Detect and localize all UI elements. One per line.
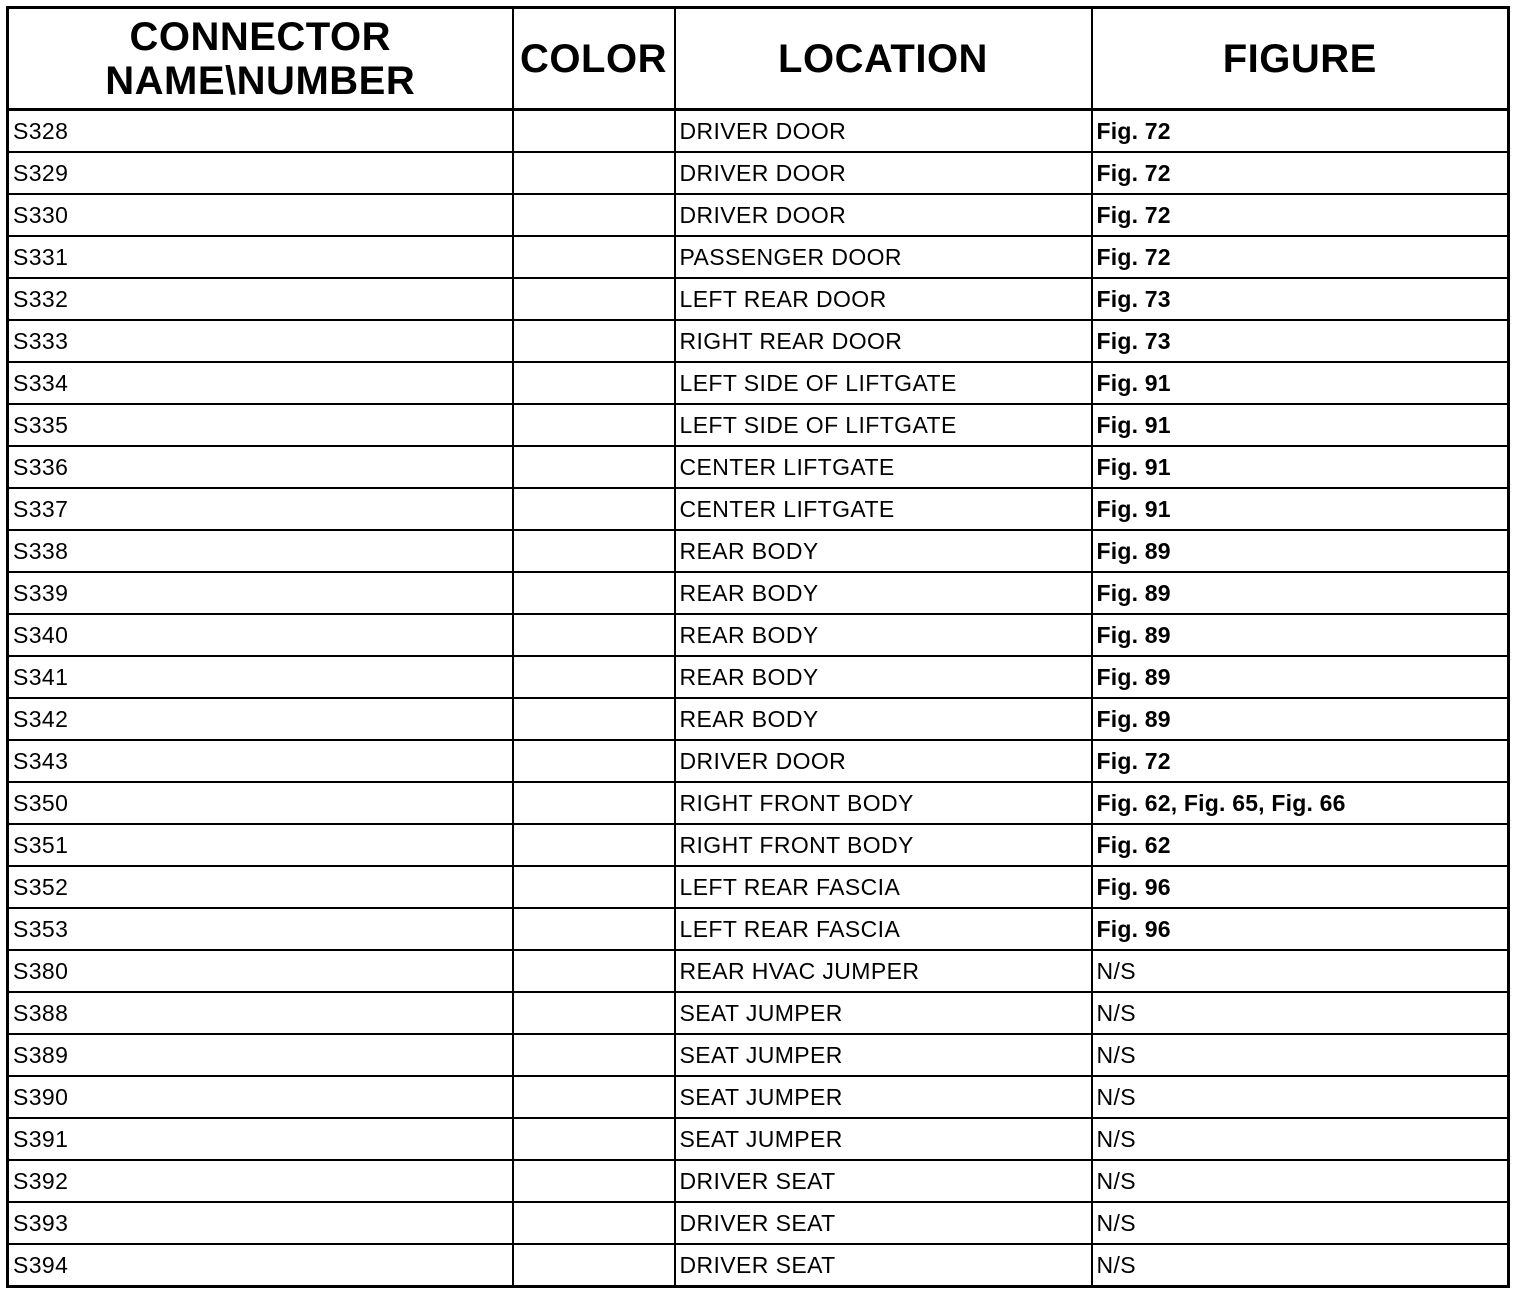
location-cell: DRIVER DOOR: [675, 194, 1092, 236]
table-row: [8, 1244, 1509, 1287]
figure-cell: Fig. 72: [1092, 152, 1509, 194]
header-connector-line1: CONNECTOR: [129, 14, 392, 59]
figure-cell: N/S: [1092, 1160, 1509, 1202]
table-body: [8, 110, 1509, 1287]
color-cell: [513, 236, 675, 278]
table-row: [8, 236, 1509, 278]
figure-cell: Fig. 62: [1092, 824, 1509, 866]
location-cell: RIGHT FRONT BODY: [675, 824, 1092, 866]
color-cell: [513, 1034, 675, 1076]
table-row: [8, 698, 1509, 740]
connector-cell: S392: [8, 1160, 513, 1202]
figure-cell: Fig. 91: [1092, 404, 1509, 446]
location-cell: DRIVER SEAT: [675, 1160, 1092, 1202]
color-cell: [513, 1076, 675, 1118]
color-cell: [513, 404, 675, 446]
table-row: [8, 1202, 1509, 1244]
connector-cell: S332: [8, 278, 513, 320]
table-row: [8, 950, 1509, 992]
connector-cell: S333: [8, 320, 513, 362]
figure-cell: Fig. 72: [1092, 110, 1509, 153]
location-cell: LEFT REAR DOOR: [675, 278, 1092, 320]
color-cell: [513, 908, 675, 950]
location-cell: DRIVER DOOR: [675, 152, 1092, 194]
color-cell: [513, 1118, 675, 1160]
header-connector-name-number: [8, 8, 513, 110]
connector-cell: S391: [8, 1118, 513, 1160]
connector-cell: S336: [8, 446, 513, 488]
table-row: [8, 152, 1509, 194]
location-cell: DRIVER SEAT: [675, 1244, 1092, 1287]
table-row: [8, 992, 1509, 1034]
color-cell: [513, 446, 675, 488]
connector-cell: S389: [8, 1034, 513, 1076]
connector-location-table: [6, 6, 1510, 1288]
connector-cell: S328: [8, 110, 513, 153]
connector-cell: S340: [8, 614, 513, 656]
header-location: LOCATION: [675, 8, 1092, 110]
table-row: [8, 1076, 1509, 1118]
color-cell: [513, 530, 675, 572]
location-cell: REAR BODY: [675, 530, 1092, 572]
color-cell: [513, 152, 675, 194]
location-cell: SEAT JUMPER: [675, 1118, 1092, 1160]
figure-cell: Fig. 91: [1092, 362, 1509, 404]
table-row: [8, 530, 1509, 572]
location-cell: SEAT JUMPER: [675, 1034, 1092, 1076]
table-row: [8, 362, 1509, 404]
table-row: [8, 1118, 1509, 1160]
color-cell: [513, 110, 675, 153]
location-cell: REAR BODY: [675, 572, 1092, 614]
connector-cell: S342: [8, 698, 513, 740]
connector-cell: S353: [8, 908, 513, 950]
location-cell: DRIVER DOOR: [675, 740, 1092, 782]
connector-cell: S331: [8, 236, 513, 278]
table-header: [8, 8, 1509, 110]
table-row: [8, 1034, 1509, 1076]
table-row: [8, 110, 1509, 153]
table-row: [8, 740, 1509, 782]
connector-cell: S394: [8, 1244, 513, 1287]
location-cell: REAR BODY: [675, 698, 1092, 740]
color-cell: [513, 194, 675, 236]
table-row: [8, 446, 1509, 488]
figure-cell: Fig. 89: [1092, 698, 1509, 740]
color-cell: [513, 950, 675, 992]
table-row: [8, 1160, 1509, 1202]
table-row: [8, 194, 1509, 236]
figure-cell: N/S: [1092, 1118, 1509, 1160]
connector-cell: S393: [8, 1202, 513, 1244]
color-cell: [513, 1202, 675, 1244]
location-cell: CENTER LIFTGATE: [675, 446, 1092, 488]
connector-cell: S343: [8, 740, 513, 782]
connector-cell: S334: [8, 362, 513, 404]
figure-cell: N/S: [1092, 1076, 1509, 1118]
location-cell: DRIVER DOOR: [675, 110, 1092, 153]
figure-cell: Fig. 73: [1092, 320, 1509, 362]
color-cell: [513, 740, 675, 782]
connector-cell: S351: [8, 824, 513, 866]
figure-cell: Fig. 72: [1092, 740, 1509, 782]
table-row: [8, 488, 1509, 530]
connector-cell: S350: [8, 782, 513, 824]
color-cell: [513, 782, 675, 824]
location-cell: REAR BODY: [675, 656, 1092, 698]
figure-cell: N/S: [1092, 992, 1509, 1034]
figure-cell: Fig. 89: [1092, 656, 1509, 698]
color-cell: [513, 1244, 675, 1287]
color-cell: [513, 866, 675, 908]
figure-cell: Fig. 96: [1092, 866, 1509, 908]
color-cell: [513, 698, 675, 740]
figure-cell: Fig. 72: [1092, 236, 1509, 278]
connector-cell: S337: [8, 488, 513, 530]
connector-cell: S338: [8, 530, 513, 572]
color-cell: [513, 488, 675, 530]
connector-cell: S335: [8, 404, 513, 446]
connector-cell: S390: [8, 1076, 513, 1118]
connector-cell: S339: [8, 572, 513, 614]
table-row: [8, 656, 1509, 698]
table-row: [8, 824, 1509, 866]
location-cell: RIGHT FRONT BODY: [675, 782, 1092, 824]
table-row: [8, 320, 1509, 362]
connector-cell: S380: [8, 950, 513, 992]
location-cell: LEFT SIDE OF LIFTGATE: [675, 404, 1092, 446]
color-cell: [513, 656, 675, 698]
figure-cell: Fig. 73: [1092, 278, 1509, 320]
table-row: [8, 866, 1509, 908]
location-cell: LEFT SIDE OF LIFTGATE: [675, 362, 1092, 404]
location-cell: SEAT JUMPER: [675, 992, 1092, 1034]
figure-cell: N/S: [1092, 1244, 1509, 1287]
figure-cell: N/S: [1092, 1034, 1509, 1076]
location-cell: REAR HVAC JUMPER: [675, 950, 1092, 992]
color-cell: [513, 278, 675, 320]
connector-cell: S388: [8, 992, 513, 1034]
table-row: [8, 782, 1509, 824]
figure-cell: Fig. 96: [1092, 908, 1509, 950]
location-cell: SEAT JUMPER: [675, 1076, 1092, 1118]
table-row: [8, 404, 1509, 446]
location-cell: LEFT REAR FASCIA: [675, 908, 1092, 950]
table-row: [8, 614, 1509, 656]
header-row: [8, 8, 1509, 110]
figure-cell: Fig. 89: [1092, 530, 1509, 572]
connector-cell: S329: [8, 152, 513, 194]
table-row: [8, 572, 1509, 614]
color-cell: [513, 824, 675, 866]
location-cell: PASSENGER DOOR: [675, 236, 1092, 278]
figure-cell: Fig. 72: [1092, 194, 1509, 236]
color-cell: [513, 992, 675, 1034]
color-cell: [513, 362, 675, 404]
figure-cell: Fig. 62, Fig. 65, Fig. 66: [1092, 782, 1509, 824]
connector-cell: S341: [8, 656, 513, 698]
figure-cell: N/S: [1092, 1202, 1509, 1244]
location-cell: CENTER LIFTGATE: [675, 488, 1092, 530]
connector-cell: S352: [8, 866, 513, 908]
connector-cell: S330: [8, 194, 513, 236]
location-cell: LEFT REAR FASCIA: [675, 866, 1092, 908]
figure-cell: Fig. 91: [1092, 446, 1509, 488]
figure-cell: Fig. 89: [1092, 614, 1509, 656]
figure-cell: N/S: [1092, 950, 1509, 992]
figure-cell: Fig. 89: [1092, 572, 1509, 614]
header-figure: FIGURE: [1092, 8, 1509, 110]
color-cell: [513, 572, 675, 614]
header-color: COLOR: [513, 8, 675, 110]
location-cell: RIGHT REAR DOOR: [675, 320, 1092, 362]
table-row: [8, 908, 1509, 950]
location-cell: DRIVER SEAT: [675, 1202, 1092, 1244]
color-cell: [513, 614, 675, 656]
header-connector-line2: NAME\NUMBER: [105, 58, 416, 103]
table-row: [8, 278, 1509, 320]
color-cell: [513, 1160, 675, 1202]
figure-cell: Fig. 91: [1092, 488, 1509, 530]
location-cell: REAR BODY: [675, 614, 1092, 656]
color-cell: [513, 320, 675, 362]
